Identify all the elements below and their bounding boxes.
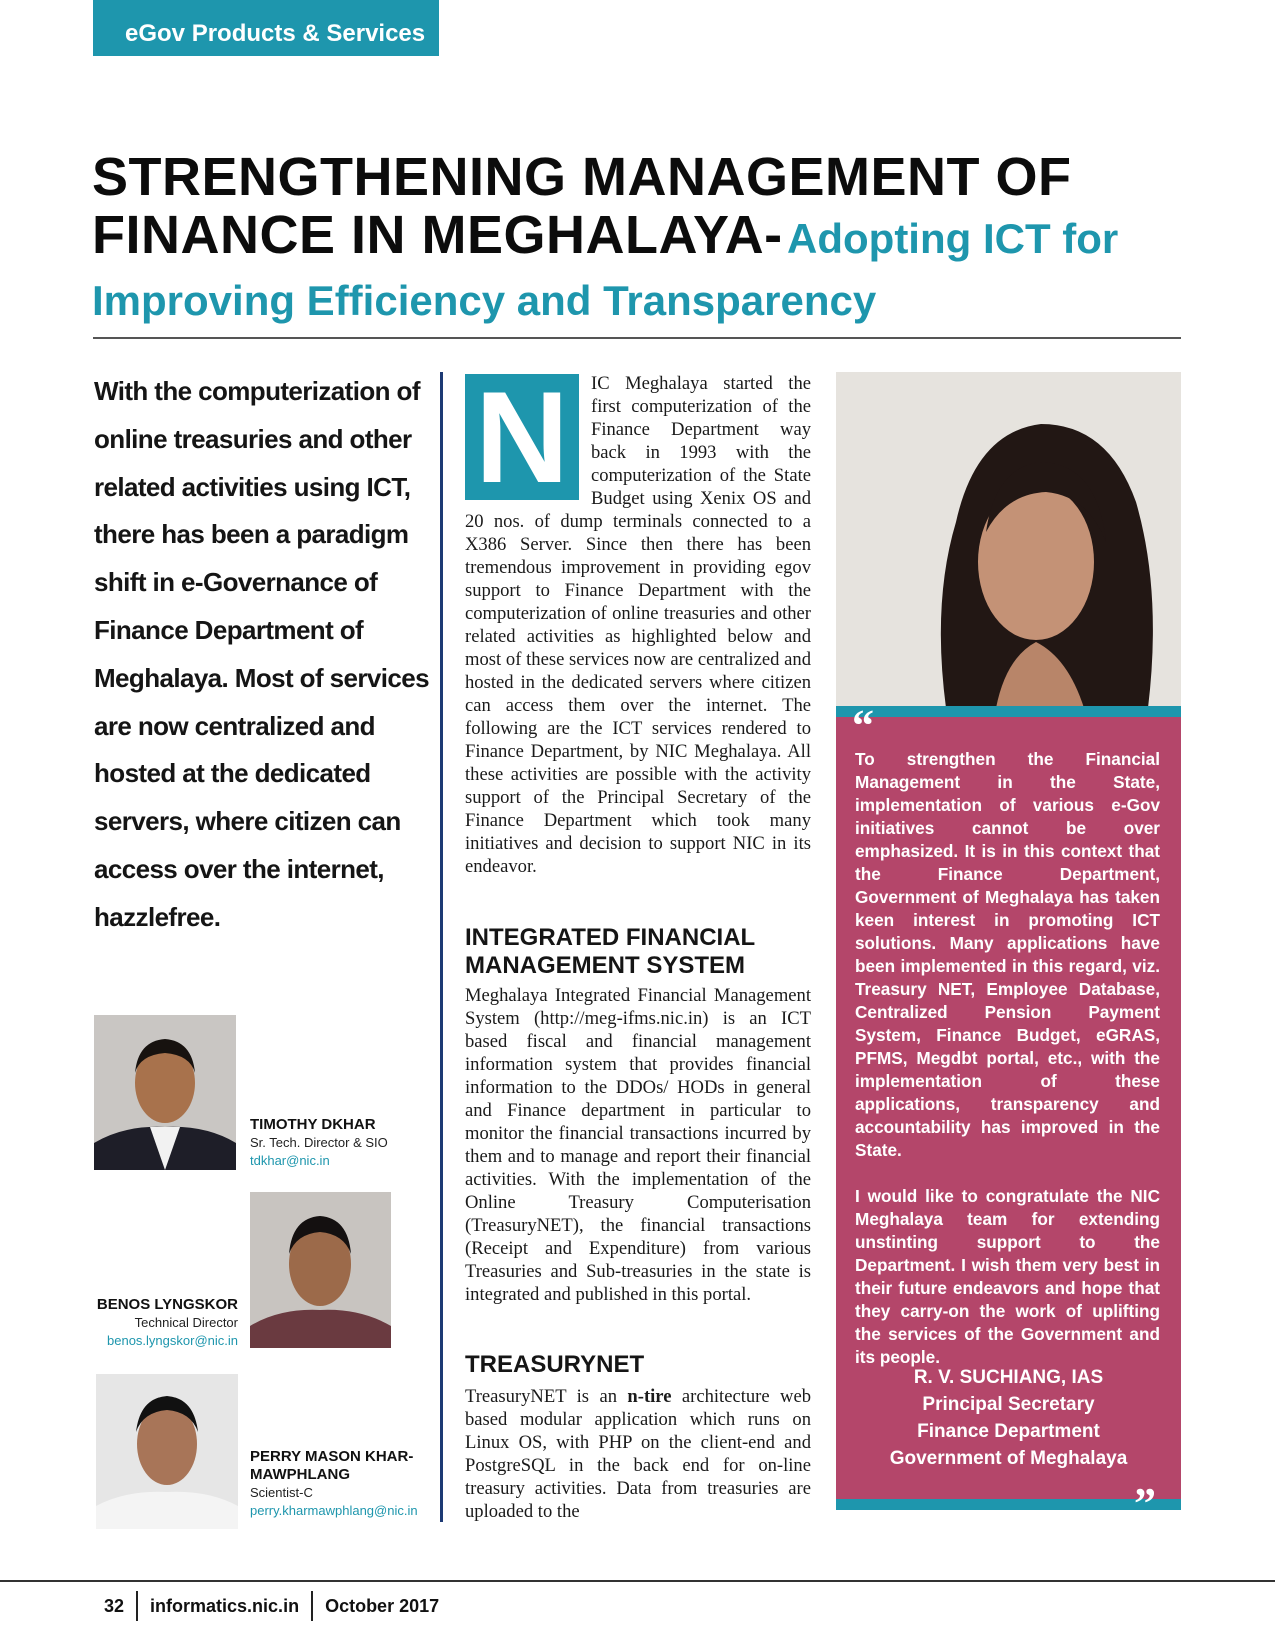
sig-title: Principal Secretary	[922, 1394, 1095, 1415]
footer-separator	[311, 1591, 313, 1621]
headline-rule	[93, 337, 1181, 339]
footer-date: October 2017	[325, 1595, 440, 1616]
para-bold: n-tire	[627, 1386, 672, 1407]
quote-text	[855, 748, 1160, 1392]
author-name: PERRY MASON KHAR-MAWPHLANG	[250, 1448, 414, 1483]
sig-name: R. V. SUCHIANG, IAS	[913, 1367, 1104, 1388]
footer-separator	[136, 1591, 138, 1621]
headline-sub-a: Adopting ICT for	[787, 215, 1119, 262]
footer	[104, 1590, 439, 1622]
author-title: Technical Director	[134, 1315, 238, 1330]
headline-line2: FINANCE IN MEGHALAYA-	[92, 205, 783, 265]
signature	[836, 1364, 1181, 1472]
heading-treasurynet: TREASURYNET	[465, 1351, 645, 1378]
para-text: TreasuryNET is an	[465, 1386, 628, 1407]
article-para-treasurynet	[465, 1385, 811, 1523]
column-divider	[440, 372, 443, 1522]
para-text: architecture web based modular application which runs on Linux OS, with PHP on the client-end and PostgreSQL in the back end for on-line treasury activities. Data from treasuries are uploaded to the	[465, 1386, 811, 1522]
article-para-1: IC Meghalaya started the first computerization of the Finance Department way back in 1993 with the computerization of the State Budget using Xenix OS and 20 nos. of dump terminals connected to a X386 Server. Since then there has been tremendous improvement in providing egov support to Finance Department with the computerization of online treasuries and other related activities as highlighted below and most of these services now are centralized and hosted in the dedicated servers where citizen can access them over the internet. The following are the ICT services rendered to Finance Department, by NIC Meghalaya. All these activities are possible with the activity support of the Principal Secretary of the Finance Department which took many initiatives and decision to support NIC in its endeavor.	[465, 373, 811, 877]
headline-sub-b: Improving Efficiency and Transparency	[92, 277, 877, 324]
quote-para-1: To strengthen the Financial Management in the State, implementation of various e-Gov initiatives cannot be over emphasized. It is in this context that the Finance Department, Government of Meghalaya has taken keen interest in promoting ICT solutions. Many applications have been implemented in this regard, viz. Treasury NET, Employee Database, Centralized Pension Payment System, Finance Budget, eGRAS, PFMS, Megdbt portal, etc., with the implementation of these applications, transparency and accountability has improved in the State.	[855, 749, 1160, 1160]
sig-dept: Finance Department	[917, 1421, 1100, 1442]
author-benos	[60, 1296, 238, 1350]
headline-line1: STRENGTHENING MANAGEMENT OF	[92, 147, 1072, 207]
author-photo-perry	[96, 1374, 238, 1529]
intro-pullout: With the computerization of online treasuries and other related activities using ICT, there has been a paradigm shift in e-Governance of Finance Department of Meghalaya. Most of services are now centralized and hosted at the dedicated servers, where citizen can access over the internet, hazzlefree.	[94, 376, 429, 932]
quote-open-icon: “	[852, 701, 874, 750]
footer-site: informatics.nic.in	[150, 1595, 300, 1616]
quote-close-icon: ”	[1134, 1479, 1156, 1528]
author-photo-timothy	[94, 1015, 236, 1170]
dropcap: N	[465, 374, 579, 500]
author-timothy	[250, 1116, 388, 1170]
author-email: benos.lyngskor@nic.in	[107, 1333, 238, 1348]
author-name: TIMOTHY DKHAR	[250, 1116, 376, 1133]
sig-govt: Government of Meghalaya	[889, 1448, 1128, 1469]
author-perry	[250, 1448, 430, 1520]
section-tag: eGov Products & Services	[93, 0, 439, 56]
author-email: perry.kharmawphlang@nic.in	[250, 1503, 418, 1518]
author-title: Scientist-C	[250, 1485, 313, 1500]
author-email: tdkhar@nic.in	[250, 1153, 330, 1168]
article-para-ifms: Meghalaya Integrated Financial Management System (http://meg-ifms.nic.in) is an ICT based fiscal and financial management information system that provides financial information to the DDOs/ HODs in general and Finance department in particular to monitor the financial transactions incurred by them and to manage and report their financial activities. With the implementation of the Online Treasury Computerisation (TreasuryNET), the financial transactions (Receipt and Expenditure) from various Treasuries and Sub-treasuries in the state is integrated and published in this portal.	[465, 985, 811, 1305]
author-title: Sr. Tech. Director & SIO	[250, 1135, 388, 1150]
heading-ifms: INTEGRATED FINANCIAL MANAGEMENT SYSTEM	[465, 924, 755, 979]
author-photo-benos	[250, 1192, 391, 1348]
portrait-photo	[836, 372, 1181, 708]
footer-rule	[0, 1580, 1275, 1582]
author-name: BENOS LYNGSKOR	[96, 1296, 238, 1313]
headline	[92, 148, 1192, 324]
article-intro	[465, 364, 811, 878]
quote-para-2: I would like to congratulate the NIC Meghalaya team for extending unstinting support to the Department. I wish them very best in their future endeavors and hope that they carry-on the work of uplifting the services of the Government and its people.	[855, 1186, 1160, 1367]
page-number: 32	[104, 1595, 125, 1616]
